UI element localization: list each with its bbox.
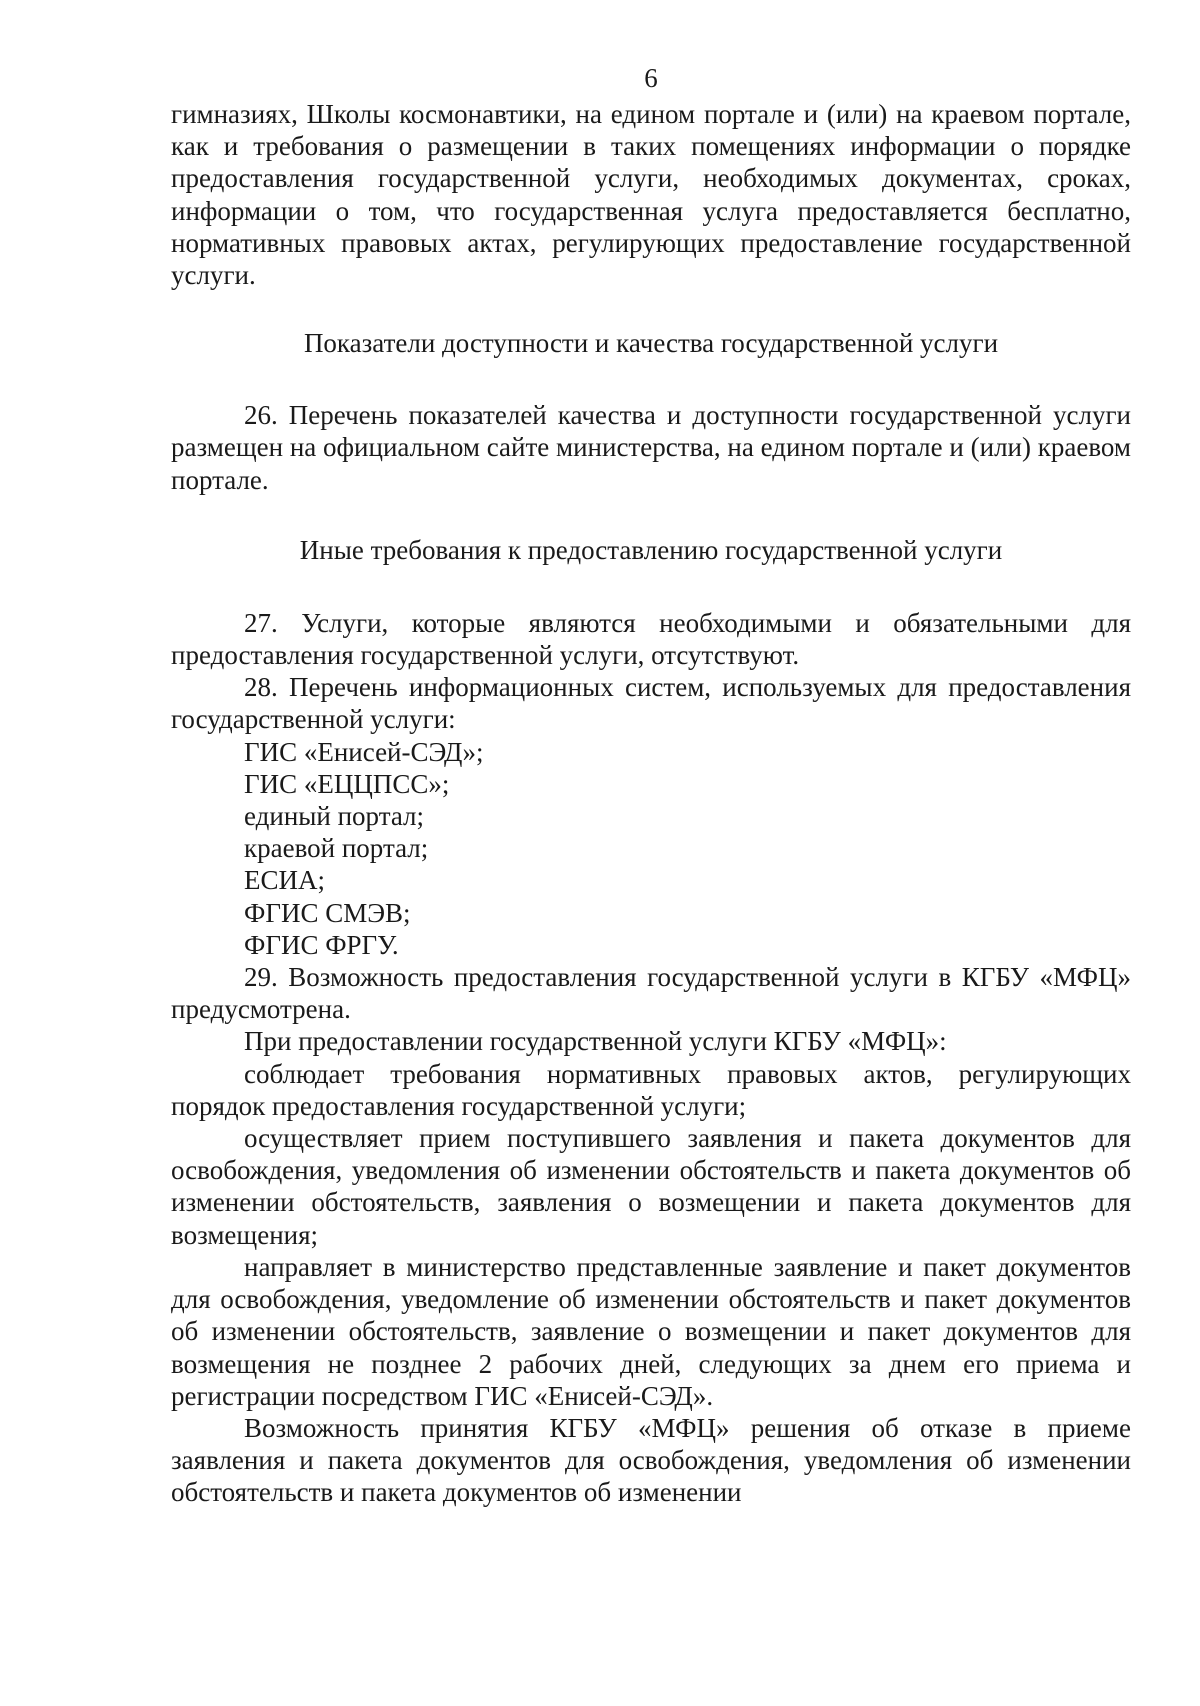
paragraph-item-29: 29. Возможность предоставления государственной услуги в КГБУ «МФЦ» предусмотрена. bbox=[171, 962, 1131, 1025]
systems-list bbox=[171, 736, 1131, 961]
list-item: ГИС «Енисей-СЭД»; bbox=[244, 736, 484, 767]
paragraph-item-27: 27. Услуги, которые являются необходимыми и обязательными для предоставления государственной услуги, отсутствуют. bbox=[171, 607, 1131, 671]
list-item: ФГИС ФРГУ. bbox=[244, 929, 399, 960]
paragraph-mfc-duty: соблюдает требования нормативных правовых актов, регулирующих порядок предоставления государственной услуги; bbox=[171, 1058, 1131, 1121]
list-item: краевой портал; bbox=[244, 833, 429, 864]
paragraph-mfc-intro: При предоставлении государственной услуги КГБУ «МФЦ»: bbox=[244, 1026, 947, 1057]
paragraph-continuation: гимназиях, Школы космонавтики, на едином портале и (или) на краевом портале, как и требования о размещении в таких помещениях информации о порядке предоставления государственной услуги, необходимых документах, сроках, информации о том, что государственная услуга предоставляется бесплатно, нормативных правовых актах, регулирующих предоставление государственной услуги. bbox=[171, 99, 1131, 291]
list-item: ГИС «ЕЦЦПСС»; bbox=[244, 768, 450, 799]
paragraph-item-28: 28. Перечень информационных систем, используемых для предоставления государственной услуги: bbox=[171, 672, 1131, 735]
page-number: 6 bbox=[644, 63, 658, 93]
paragraph-refusal: Возможность принятия КГБУ «МФЦ» решения об отказе в приеме заявления и пакета документов для освобождения, уведомления об изменении обстоятельств и пакета документов об изменении bbox=[171, 1412, 1131, 1508]
section-heading-other-requirements: Иные требования к предоставлению государственной услуги bbox=[299, 534, 1003, 565]
page-content bbox=[171, 62, 1131, 1509]
list-item: единый портал; bbox=[244, 801, 425, 832]
paragraph-mfc-duty: направляет в министерство представленные заявление и пакет документов для освобождения, уведомление об изменении обстоятельств и пакет документов об изменении обстоятельств, заявление о возмещении и пакет документов для возмещения не позднее 2 рабочих дней, следующих за днем его приема и регистрации посредством ГИС «Енисей-СЭД». bbox=[171, 1251, 1131, 1411]
list-item: ЕСИА; bbox=[244, 865, 325, 896]
section-heading-accessibility: Показатели доступности и качества государственной услуги bbox=[303, 328, 999, 359]
list-item: ФГИС СМЭВ; bbox=[244, 897, 411, 928]
paragraph-item-26: 26. Перечень показателей качества и доступности государственной услуги размещен на официальном сайте министерства, на едином портале и (или) краевом портале. bbox=[171, 400, 1131, 495]
paragraph-mfc-duty: осуществляет прием поступившего заявления и пакета документов для освобождения, уведомления об изменении обстоятельств и пакета документов об изменении обстоятельств, заявления о возмещении и пакета документов для возмещения; bbox=[171, 1123, 1131, 1250]
